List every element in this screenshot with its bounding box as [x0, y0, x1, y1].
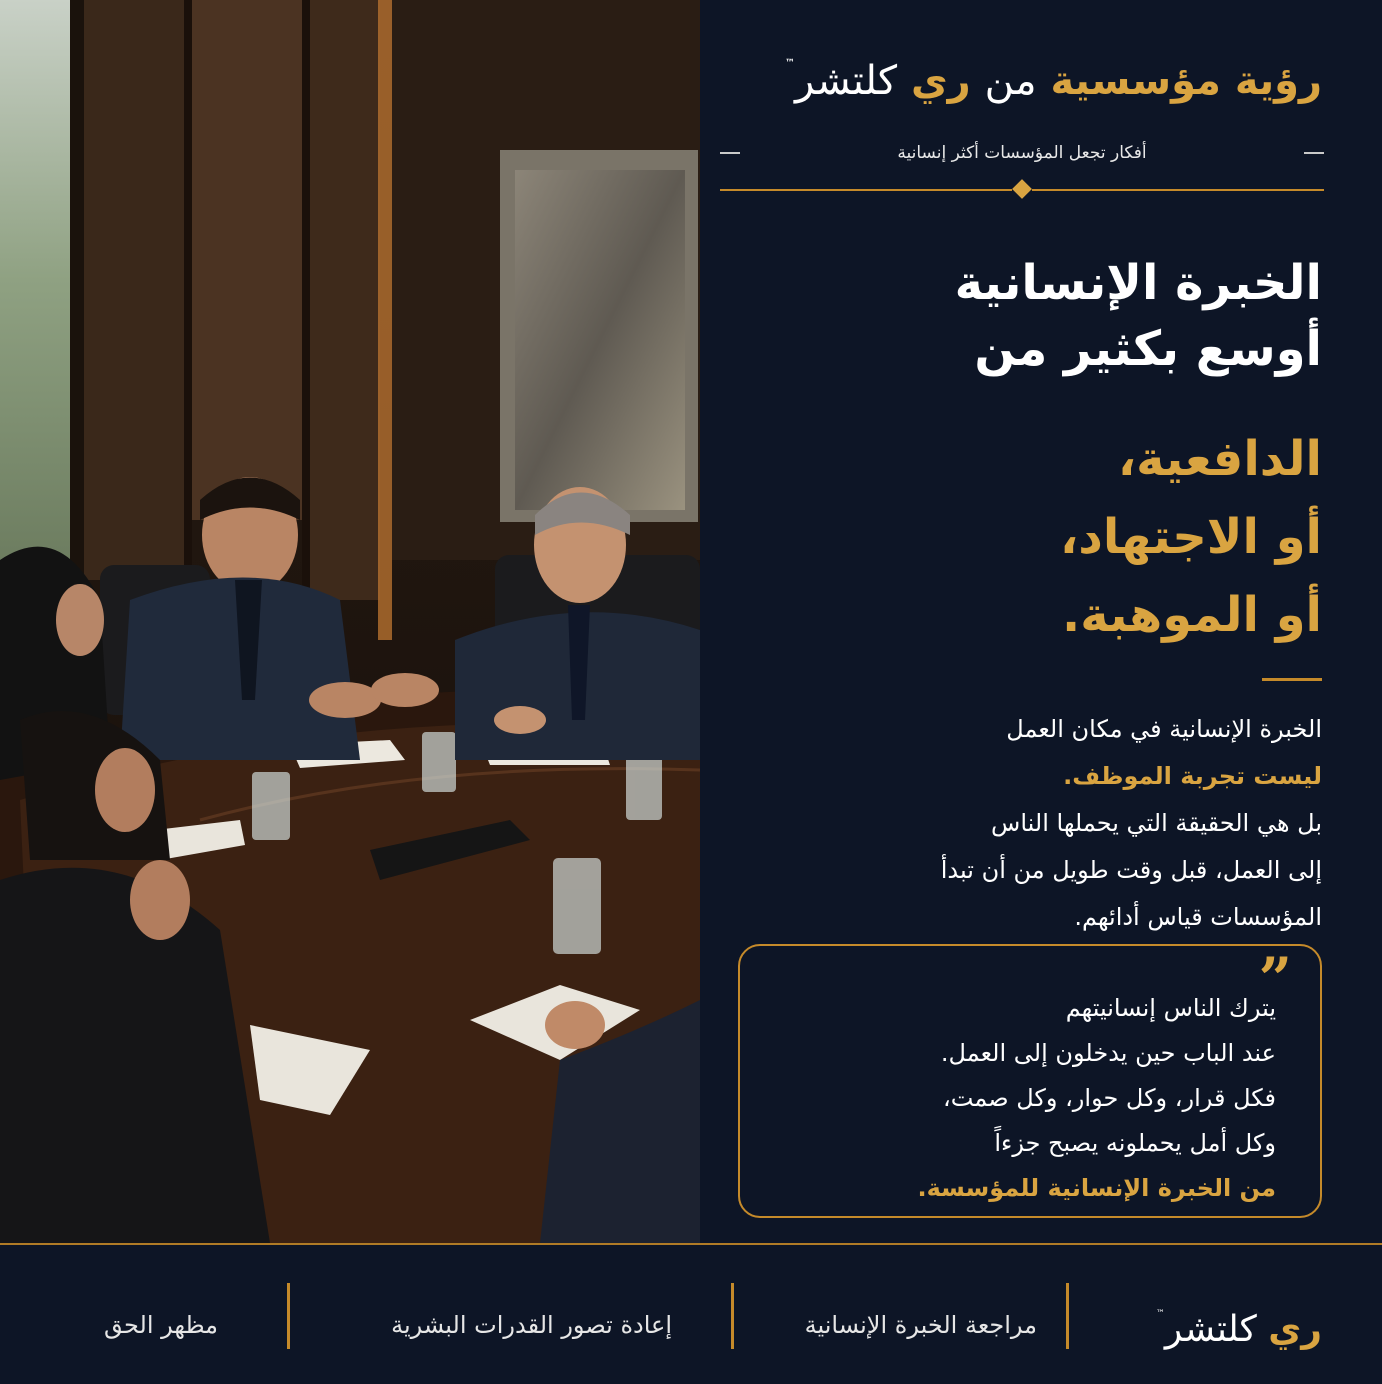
meeting-illustration: [0, 0, 700, 1243]
quote-line3: فكل قرار، وكل حوار، وكل صمت،: [943, 1084, 1276, 1112]
headline-line1: الخبرة الإنسانية: [954, 255, 1322, 311]
divider-line-right: [1032, 189, 1324, 191]
footer-item-2: إعادة تصور القدرات البشرية: [391, 1311, 672, 1339]
short-rule: [1262, 678, 1322, 681]
footer-item-3: مظهر الحق: [104, 1311, 218, 1339]
footer-brand: [1156, 1309, 1322, 1350]
body-line5: المؤسسات قياس أدائهم.: [1074, 903, 1322, 931]
footer: [0, 1243, 1382, 1384]
quote-box: [738, 944, 1322, 1218]
quote-text: [776, 986, 1276, 1211]
header-title-part2: من: [984, 58, 1037, 104]
header-trademark: ™: [784, 58, 795, 69]
body-line4: إلى العمل، قبل وقت طويل من أن تبدأ: [940, 856, 1322, 884]
headline-gold2: أو الاجتهاد،: [1060, 509, 1322, 565]
body-line3: بل هي الحقيقة التي يحملها الناس: [991, 809, 1322, 837]
header-title: [702, 58, 1322, 104]
diamond-icon: [1012, 179, 1032, 199]
headline-gold: [722, 420, 1322, 654]
headline-gold3: أو الموهبة.: [1062, 587, 1322, 643]
footer-brand-gold: ري: [1268, 1309, 1322, 1350]
header-brand-white: كلتشر: [794, 58, 898, 104]
quote-line2: عند الباب حين يدخلون إلى العمل.: [940, 1039, 1276, 1067]
quote-line1: يترك الناس إنسانيتهم: [1065, 994, 1276, 1022]
quote-line4: وكل أمل يحملونه يصبح جزءاً: [994, 1129, 1276, 1157]
dash-right: [1304, 152, 1324, 154]
meeting-photo: [0, 0, 700, 1243]
footer-separator: [1066, 1283, 1069, 1349]
body-line2: ليست تجربة الموظف.: [1063, 762, 1322, 790]
dash-left: [720, 152, 740, 154]
subtitle-row: [720, 138, 1324, 168]
footer-trademark: ™: [1155, 1309, 1165, 1319]
quote-icon: ”: [1258, 945, 1292, 1013]
text-panel: [700, 0, 1382, 1243]
headline-gold1: الدافعية،: [1117, 431, 1322, 487]
quote-line5: من الخبرة الإنسانية للمؤسسة.: [917, 1174, 1276, 1202]
header-title-part1: رؤية مؤسسية: [1050, 58, 1322, 104]
body-text: [722, 706, 1322, 941]
footer-separator: [287, 1283, 290, 1349]
footer-separator: [731, 1283, 734, 1349]
ornament-divider: [720, 180, 1324, 200]
header-brand-gold: ري: [911, 58, 971, 104]
headline: [722, 250, 1322, 382]
divider-line-left: [720, 189, 1012, 191]
headline-line2: أوسع بكثير من: [974, 321, 1322, 377]
body-line1: الخبرة الإنسانية في مكان العمل: [1006, 715, 1322, 743]
footer-brand-white: كلتشر: [1164, 1309, 1257, 1350]
subtitle: أفكار تجعل المؤسسات أكثر إنسانية: [897, 143, 1147, 163]
footer-item-1: مراجعة الخبرة الإنسانية: [804, 1311, 1037, 1339]
